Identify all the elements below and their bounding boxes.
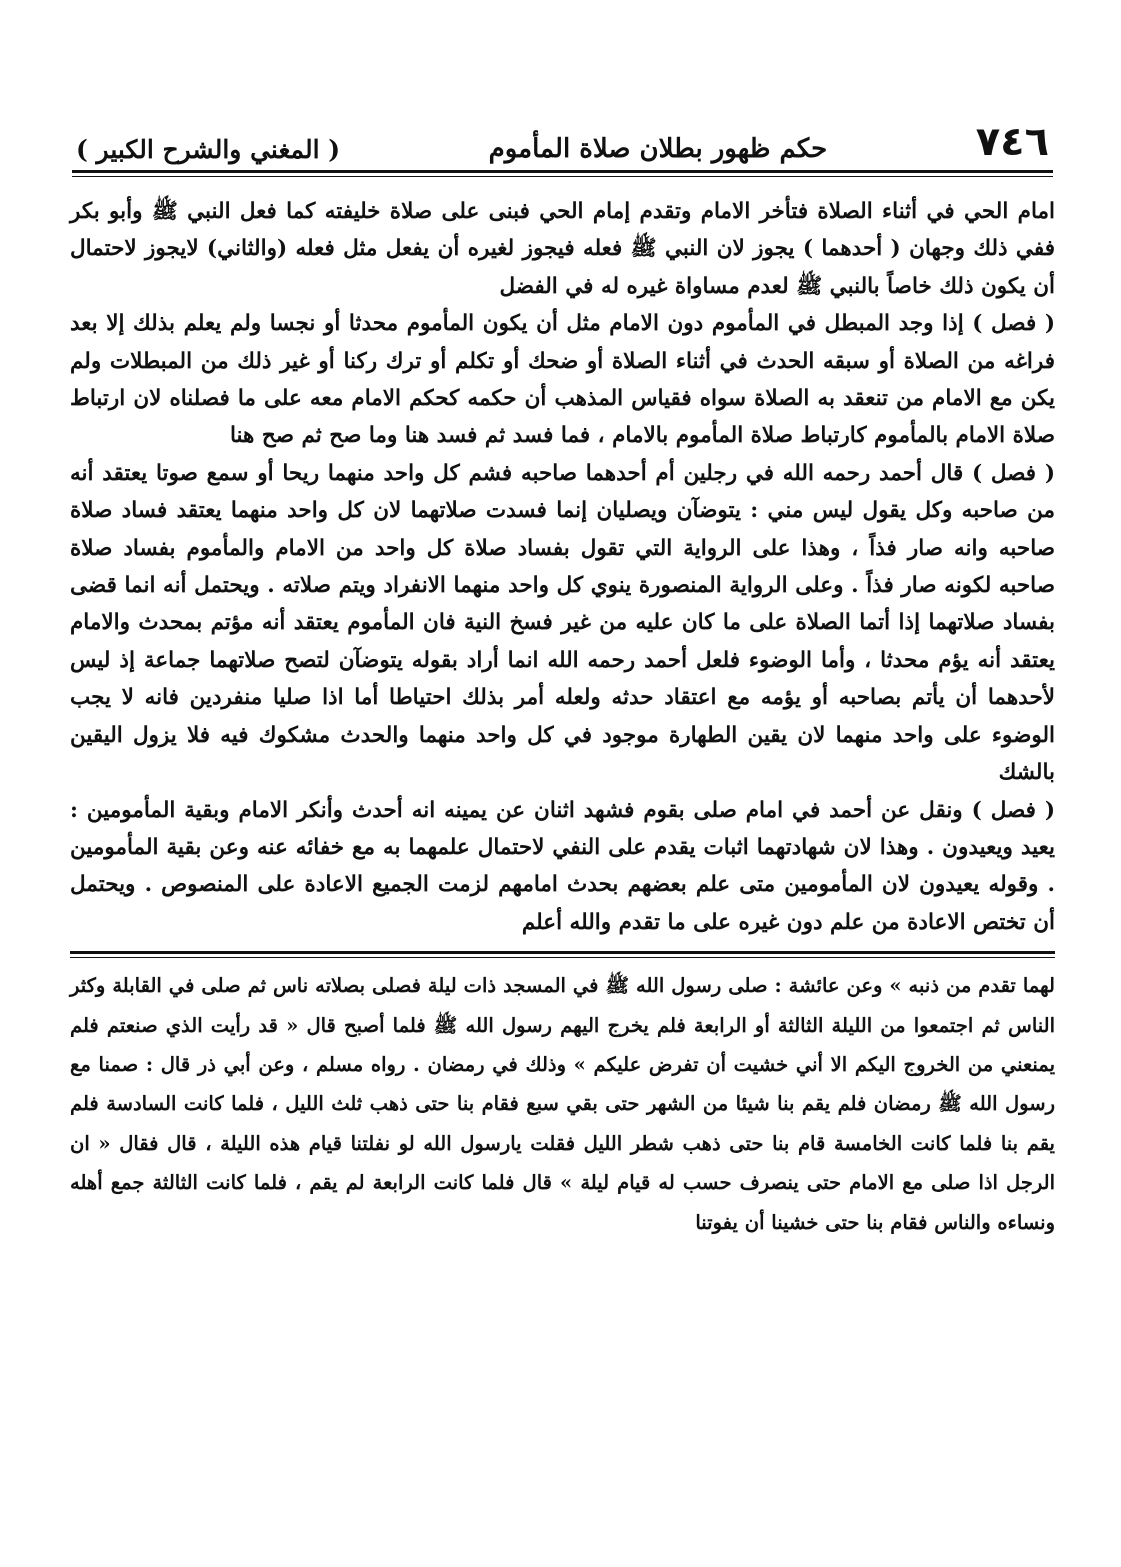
running-title: حكم ظهور بطلان صلاة المأموم xyxy=(488,134,828,164)
footnote-rule xyxy=(70,951,1055,954)
header-rule-thin xyxy=(72,176,1053,177)
footnote-rule-thin xyxy=(70,957,1055,958)
paragraph: امام الحي في أثناء الصلاة فتأخر الامام وتقدم إمام الحي فبنى على صلاة خليفته كما فعل النبي ﷺ وأبو بكر ففي ذلك وجهان ( أحدهما ) يجوز لان النبي ﷺ فعله فيجوز لغيره أن يفعل مثل فعله (والثاني) لايجوز لاحتمال أن يكون ذلك خاصاً بالنبي ﷺ لعدم مساواة غيره له في الفضل xyxy=(70,199,1055,299)
footnote xyxy=(70,966,1055,1242)
header-rule xyxy=(72,170,1053,173)
paragraph: ( فصل ) ونقل عن أحمد في امام صلى بقوم فشهد اثنان عن يمينه انه أحدث وأنكر الامام وبقية المأمومين : يعيد ويعيدون . وهذا لان شهادتهما اثبات يقدم على النفي لاحتمال علمهما به مع خفائه عنه وعن بقية المأمومين . وقوله يعيدون لان المأمومين متى علم بعضهم بحدث امامهم لزمت الجميع الاعادة على المنصوص . ويحتمل أن تختص الاعادة من علم دون غيره على ما تقدم والله أعلم xyxy=(70,797,1055,935)
paragraph: ( فصل ) إذا وجد المبطل في المأموم دون الامام مثل أن يكون المأموم محدثا أو نجسا ولم يعلم بذلك إلا بعد فراغه من الصلاة أو سبقه الحدث في أثناء الصلاة أو ضحك أو تكلم أو ترك ركنا أو غير ذلك من المبطلات ولم يكن مع الامام من تنعقد به الصلاة سواه فقياس المذهب أن حكمه كحكم الامام معه على ما فصلناه لان ارتباط صلاة الامام بالمأموم كارتباط صلاة المأموم بالامام ، فما فسد ثم فسد هنا وما صح ثم صح هنا xyxy=(70,311,1055,449)
page-number: ٧٤٦ xyxy=(975,119,1049,165)
paragraph: ( فصل ) قال أحمد رحمه الله في رجلين أم أحدهما صاحبه فشم كل واحد منهما ريحا أو سمع صوتا يعتقد أنه من صاحبه وكل يقول ليس مني : يتوضآن ويصليان إنما فسدت صلاتهما لان كل واحد منهما يعتقد فساد صلاة صاحبه وانه صار فذاً ، وهذا على الرواية التي تقول بفساد صلاة كل واحد من الامام والمأموم بفساد صلاة صاحبه لكونه صار فذاً . وعلى الرواية المنصورة ينوي كل واحد منهما الانفراد ويتم صلاته . ويحتمل أنه انما قضى بفساد صلاتهما إذا أتما الصلاة على ما كان عليه من غير فسخ النية فان المأموم يعتقد أنه مؤتم بمحدث والامام يعتقد أنه يؤم محدثا ، وأما الوضوء فلعل أحمد رحمه الله انما أراد بقوله يتوضآن لتصح صلاتهما جماعة إذ ليس لأحدهما أن يأتم بصاحبه أو يؤمه مع اعتقاد حدثه ولعله أمر بذلك احتياطا أما اذا صليا منفردين فانه لا يجب الوضوء على واحد منهما لان يقين الطهارة موجود في كل واحد منهما والحدث مشكوك فيه فلا يزول اليقين بالشك xyxy=(70,460,1055,786)
main-text xyxy=(70,193,1055,941)
book-title: ( المغني والشرح الكبير ) xyxy=(76,135,341,164)
footnote-paragraph: لهما تقدم من ذنبه » وعن عائشة : صلى رسول الله ﷺ في المسجد ذات ليلة فصلى بصلاته ناس ثم صلى في القابلة وكثر الناس ثم اجتمعوا من الليلة الثالثة أو الرابعة فلم يخرج اليهم رسول الله ﷺ فلما أصبح قال « قد رأيت الذي صنعتم فلم يمنعني من الخروج اليكم الا أني خشيت أن تفرض عليكم » وذلك في رمضان . رواه مسلم ، وعن أبي ذر قال : صمنا مع رسول الله ﷺ رمضان فلم يقم بنا شيئا من الشهر حتى بقي سبع فقام بنا حتى ذهب ثلث الليل ، فلما كانت السادسة فلم يقم بنا فلما كانت الخامسة قام بنا حتى ذهب شطر الليل فقلت يارسول الله لو نفلتنا قيام هذه الليلة ، قال فقال « ان الرجل اذا صلى مع الامام حتى ينصرف حسب له قيام ليلة » قال فلما كانت الرابعة لم يقم ، فلما كانت الثالثة جمع أهله ونساءه والناس فقام بنا حتى خشينا أن يفوتنا xyxy=(70,974,1055,1234)
book-page xyxy=(70,96,1055,1516)
page-header xyxy=(70,96,1055,170)
